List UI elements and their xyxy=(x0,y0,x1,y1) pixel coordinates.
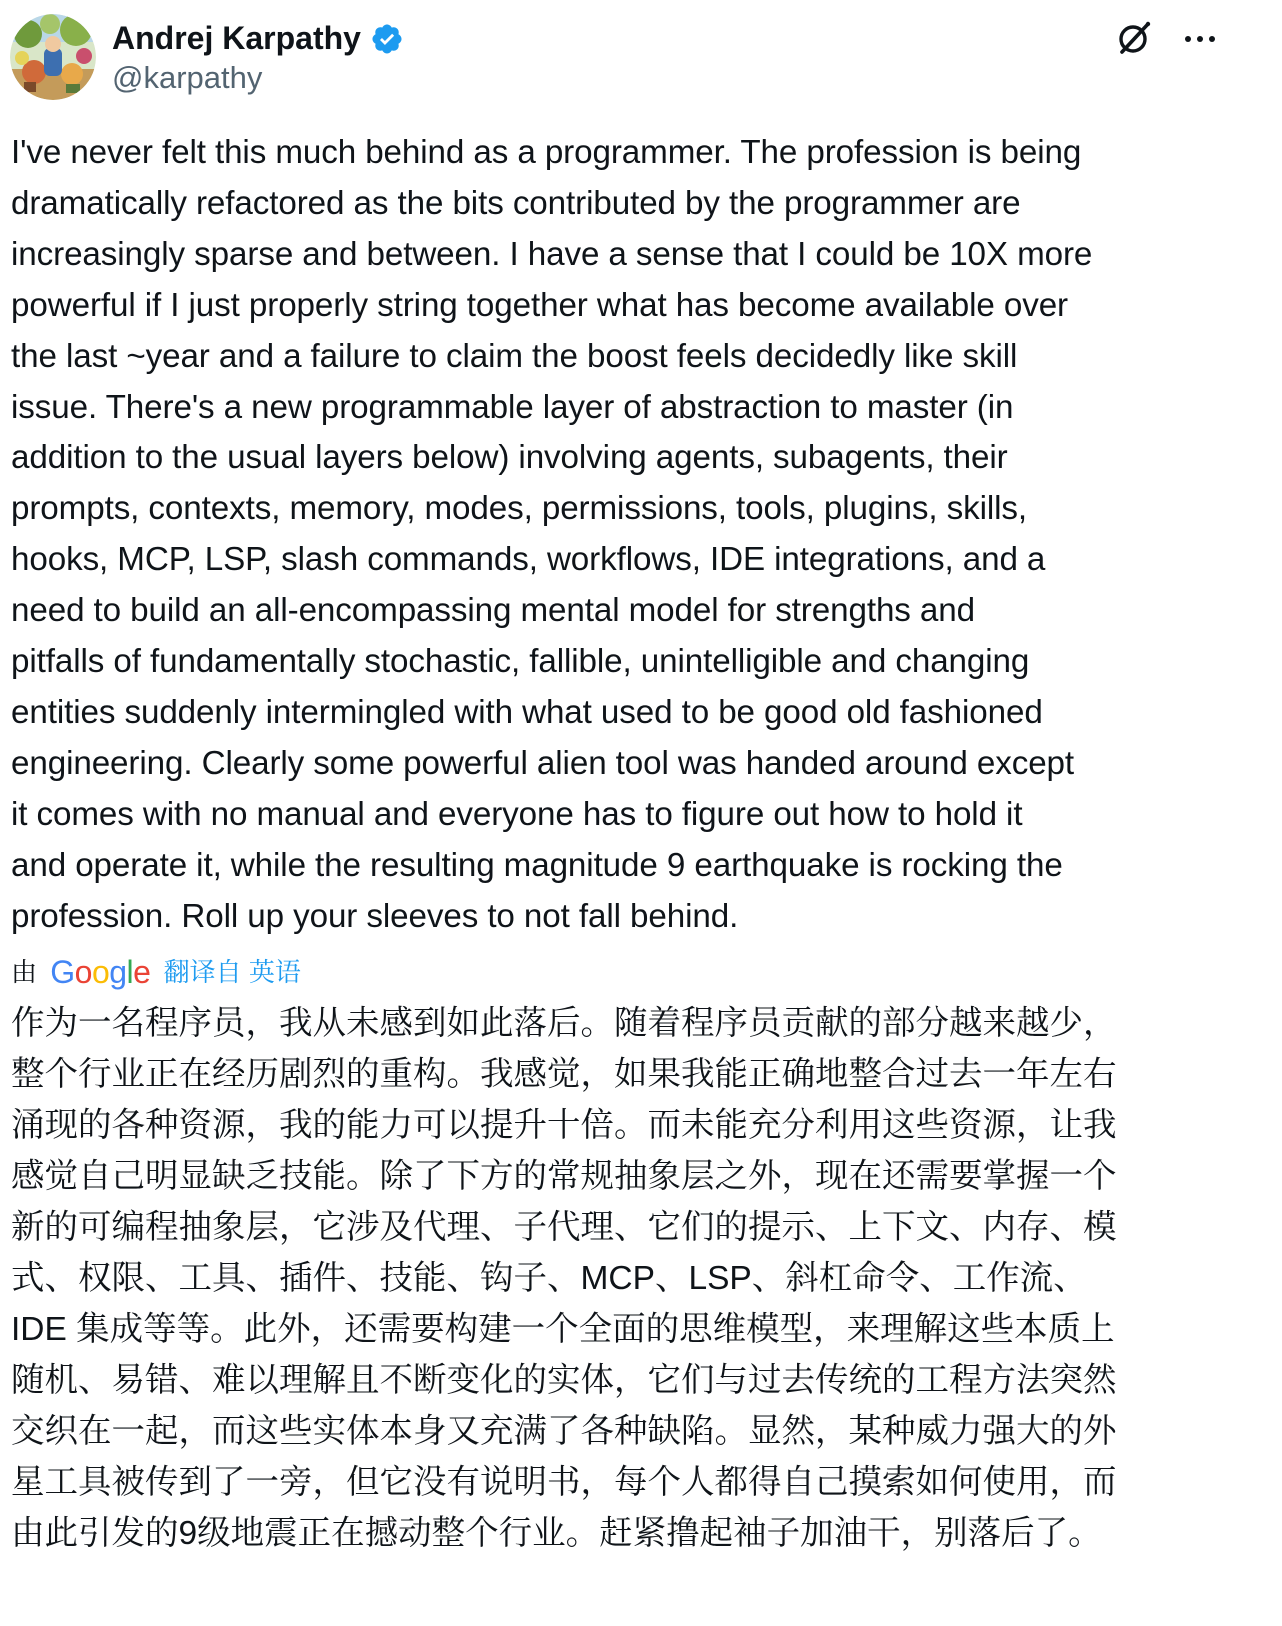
avatar[interactable] xyxy=(10,14,96,100)
tweet-text-line: I've never felt this much behind as a programmer. The profession is being xyxy=(11,134,1082,171)
translated-text-line: 随机、易错、难以理解且不断变化的实体，它们与过去传统的工程方法突然 xyxy=(11,1362,1117,1399)
tweet-text-line: pitfalls of fundamentally stochastic, fallible, unintelligible and changing xyxy=(11,643,1030,681)
tweet-text-line: entities suddenly intermingled with what used to be good old fashioned xyxy=(11,693,1043,731)
tweet-header xyxy=(10,12,1272,102)
author-handle[interactable]: @karpathy xyxy=(112,60,263,95)
author-name[interactable]: Andrej Karpathy xyxy=(112,20,361,56)
tweet-text-line: profession. Roll up your sleeves to not fall behind. xyxy=(11,897,739,935)
translated-from-english-link[interactable]: 翻译自 英语 xyxy=(163,957,301,988)
tweet-text-line: powerful if I just properly string together what has become available over xyxy=(11,286,1068,324)
translated-text-line: 式、权限、工具、插件、技能、钩子、MCP、LSP、斜杠命令、工作流、 xyxy=(11,1260,1087,1297)
translated-text-line: 作为一名程序员，我从未感到如此落后。随着程序员贡献的部分越来越少， xyxy=(11,1005,1117,1042)
tweet-text-line: issue. There's a new programmable layer of abstraction to master (in xyxy=(11,388,1014,426)
tweet-text-line: addition to the usual layers below) involving agents, subagents, their xyxy=(11,439,1008,477)
translated-text-line: 交织在一起，而这些实体本身又充满了各种缺陷。显然，某种威力强大的外 xyxy=(11,1413,1117,1450)
tweet-text-line: prompts, contexts, memory, modes, permissions, tools, plugins, skills, xyxy=(11,490,1028,528)
tweet-text-line: need to build an all-encompassing mental model for strengths and xyxy=(11,592,975,630)
tweet-text-line: increasingly sparse and between. I have a sense that I could be 10X more xyxy=(11,235,1093,273)
tweet-text-line: dramatically refactored as the bits contributed by the programmer are xyxy=(11,184,1021,222)
translated-text-line: 整个行业正在经历剧烈的重构。我感觉，如果我能正确地整合过去一年左右 xyxy=(11,1056,1117,1093)
grok-icon[interactable] xyxy=(1114,18,1154,58)
tweet-text-line: it comes with no manual and everyone has to figure out how to hold it xyxy=(11,795,1023,833)
translated-text-line: IDE 集成等等。此外，还需要构建一个全面的思维模型，来理解这些本质上 xyxy=(11,1311,1115,1348)
translated-text-line: 新的可编程抽象层，它涉及代理、子代理、它们的提示、上下文、内存、模 xyxy=(11,1209,1117,1246)
tweet-text-line: engineering. Clearly some powerful alien tool was handed around except xyxy=(11,744,1075,782)
translated-text-line: 由此引发的9级地震正在撼动整个行业。赶紧撸起袖子加油干，别落后了。 xyxy=(11,1515,1102,1552)
more-options-icon[interactable] xyxy=(1180,24,1220,54)
translated-text xyxy=(11,998,1273,1559)
translated-text-line: 星工具被传到了一旁，但它没有说明书，每个人都得自己摸索如何使用，而 xyxy=(11,1464,1117,1501)
translated-text-line: 感觉自己明显缺乏技能。除了下方的常规抽象层之外，现在还需要掌握一个 xyxy=(11,1158,1117,1195)
tweet-text-line: hooks, MCP, LSP, slash commands, workflows, IDE integrations, and a xyxy=(11,541,1046,579)
tweet-text-line: and operate it, while the resulting magnitude 9 earthquake is rocking the xyxy=(11,846,1063,884)
verified-badge-icon[interactable] xyxy=(370,22,404,56)
tweet-text-line: the last ~year and a failure to claim the boost feels decidedly like skill xyxy=(11,337,1018,375)
google-logo: Google xyxy=(50,954,151,991)
translated-text-line: 涌现的各种资源，我的能力可以提升十倍。而未能充分利用这些资源，让我 xyxy=(11,1107,1117,1144)
translated-by-label: 由 xyxy=(11,957,38,988)
translation-attribution xyxy=(11,948,301,992)
tweet-text xyxy=(11,128,1273,943)
avatar-illustration-icon xyxy=(10,14,96,100)
